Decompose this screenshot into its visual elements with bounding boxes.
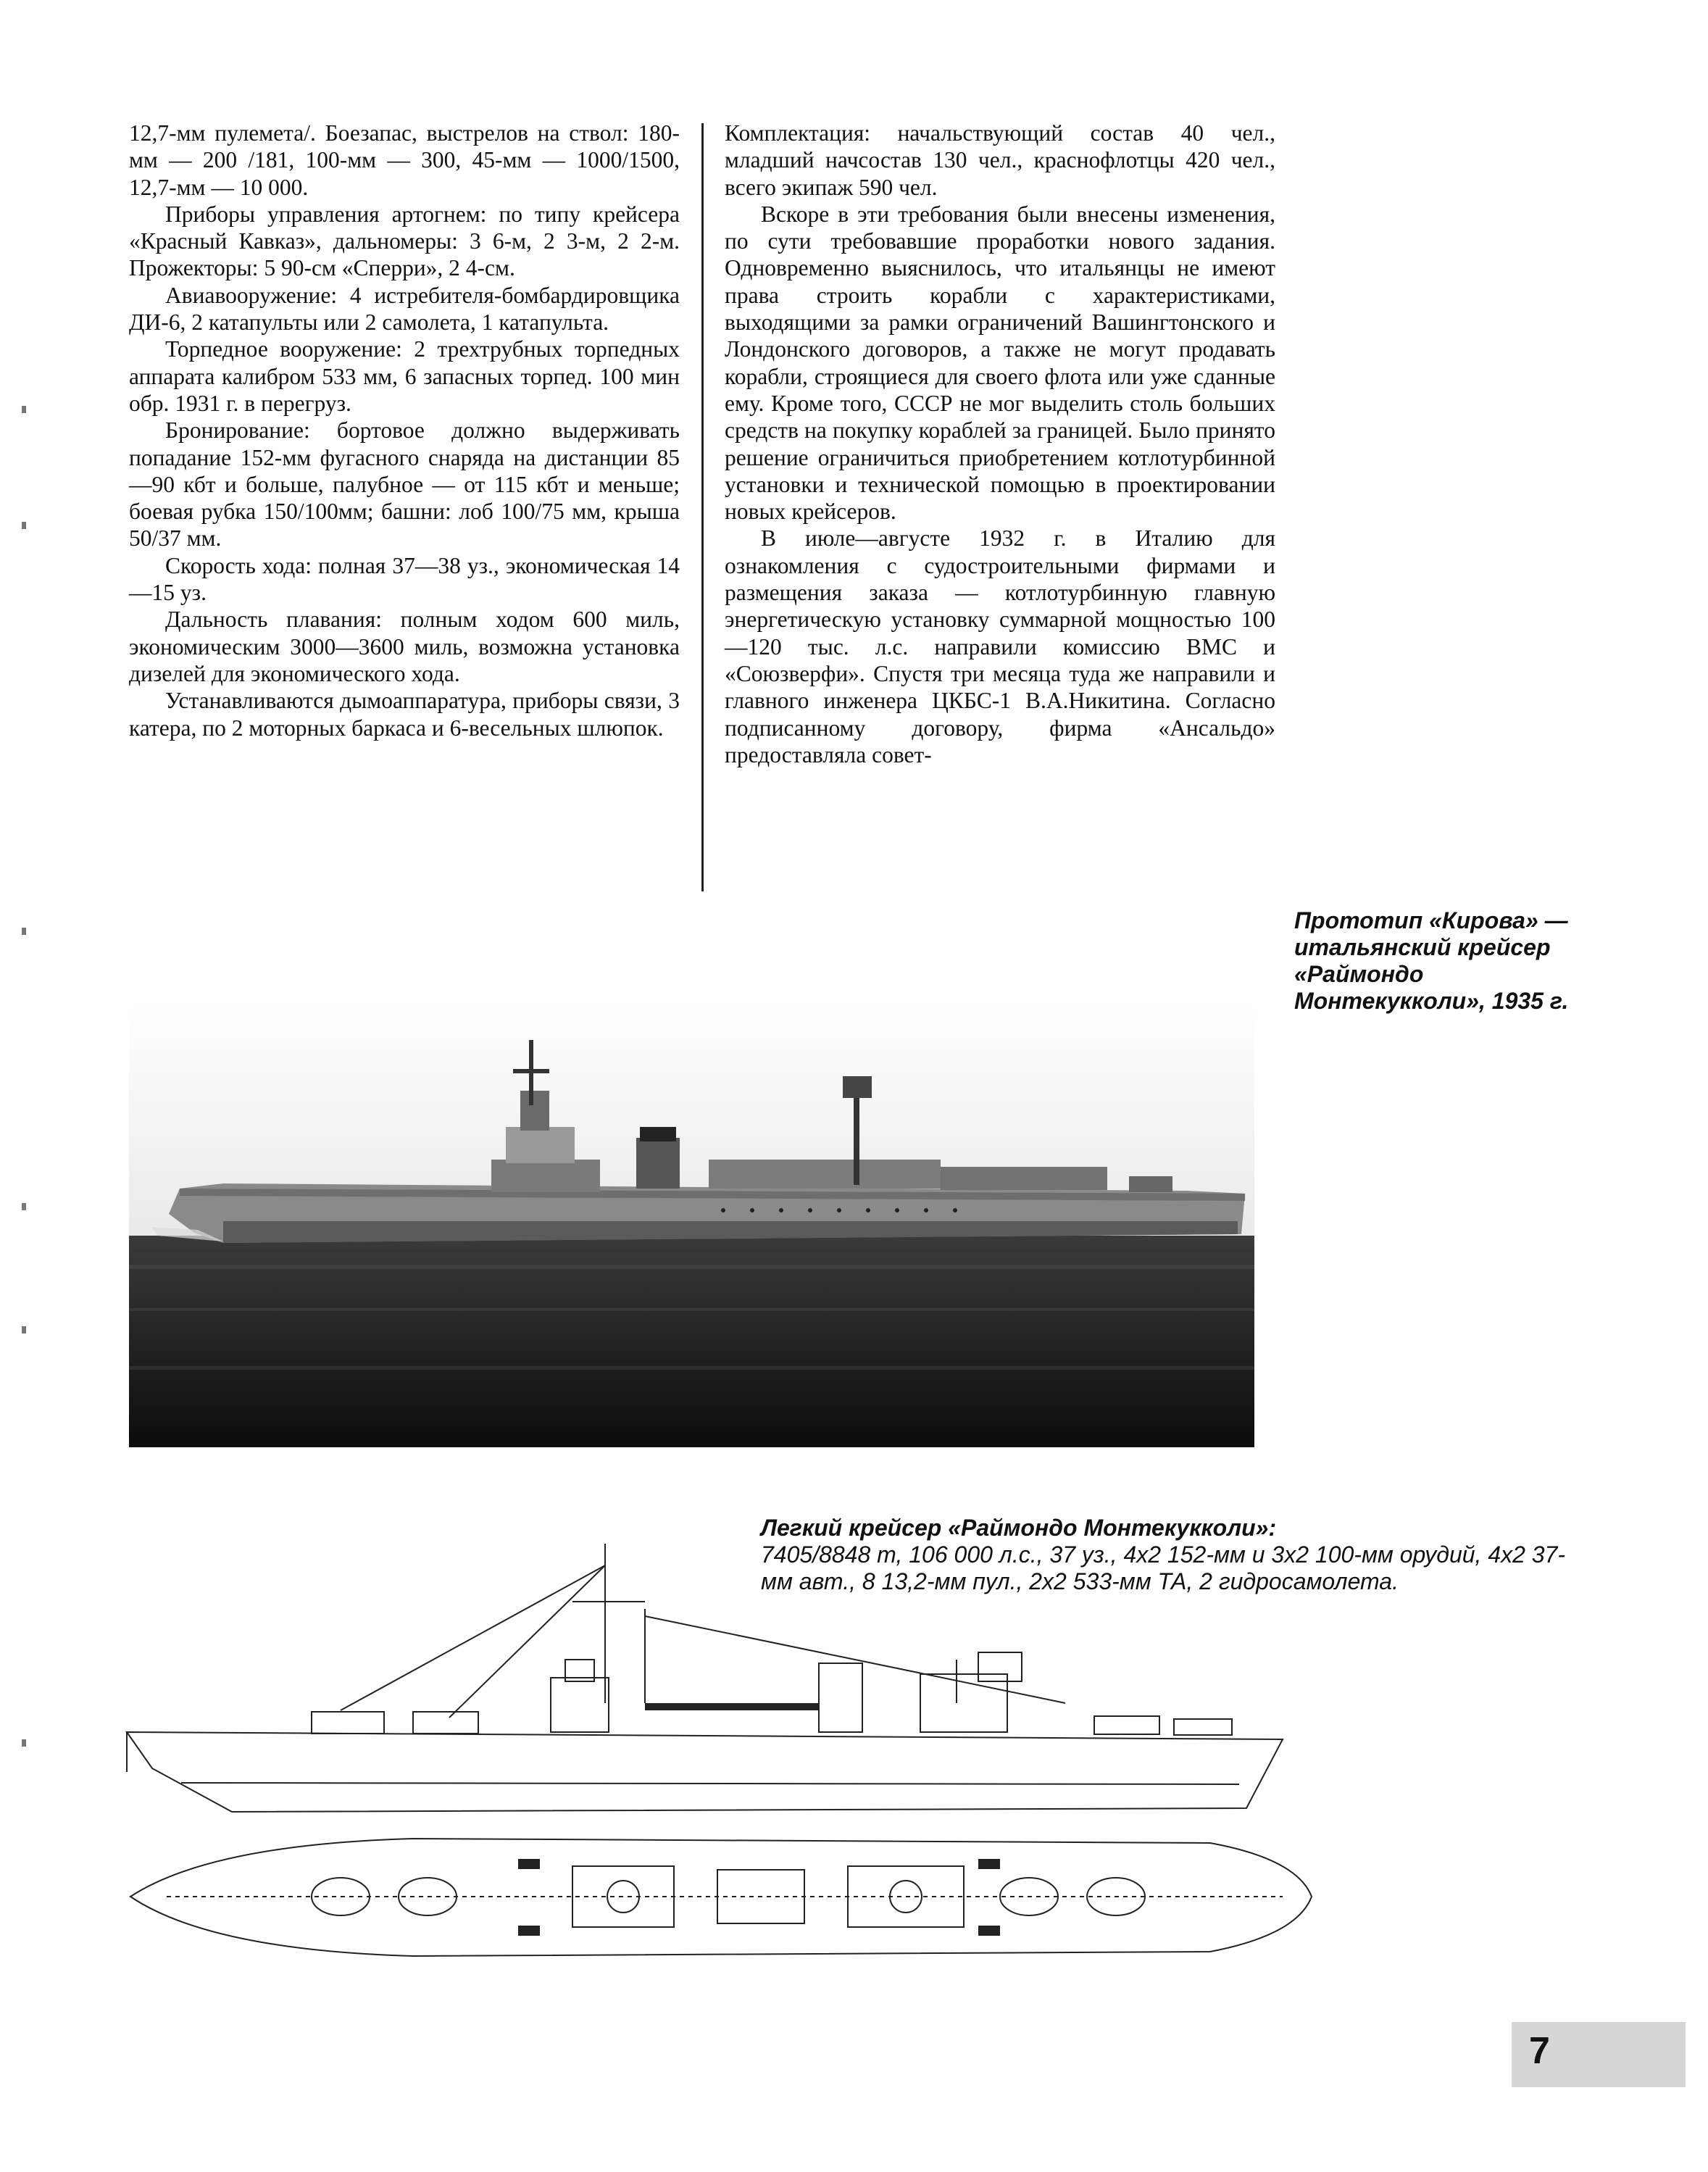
page-number: 7 — [1529, 2030, 1550, 2072]
top-view-drawing — [123, 1830, 1319, 1964]
left-text-column — [129, 120, 680, 741]
column-divider — [701, 123, 704, 891]
photo-caption: Прототип «Кирова» — итальянский крейсер «Раймондо Монтекукколи», 1935 г. — [1294, 907, 1569, 1014]
paragraph: Торпедное вооружение: 2 трехтрубных торпедных аппарата калибром 533 мм, 6 запасных торпед. 100 мин обр. 1931 г. в перегруз. — [129, 336, 680, 416]
paragraph: В июле—августе 1932 г. в Италию для ознакомления с судостроительными фирмами и размещения заказа — котлотурбинную главную энергетическую установку суммарной мощностью 100—120 тыс. л.с. направили комиссию ВМС и «Союзверфи». Спустя три месяца туда же направили и главного инженера ЦКБС-1 В.А.Никитина. Согласно подписанному договору, фирма «Ансальдо» предоставляла совет- — [725, 525, 1275, 767]
paragraph: Дальность плавания: полным ходом 600 миль, экономическим 3000—3600 миль, возможна установка дизелей для экономического хода. — [129, 607, 680, 686]
side-profile-drawing — [123, 1522, 1319, 1826]
margin-mark — [22, 1739, 26, 1747]
paragraph: Комплектация: начальствующий состав 40 чел., младший начсостав 130 чел., краснофлотцы 420 чел., всего экипаж 590 чел. — [725, 120, 1275, 200]
paragraph: Приборы управления артогнем: по типу крейсера «Красный Кавказ», дальномеры: 3 6-м, 2 3-м, 2 2-м. Прожекторы: 5 90-см «Сперри», 2 4-см. — [129, 201, 680, 281]
drawing-caption-title: Легкий крейсер «Раймондо Монтекукколи»: — [761, 1515, 1277, 1541]
paragraph: Устанавливаются дымоаппаратура, приборы связи, 3 катера, по 2 моторных баркаса и 6-весельных шлюпок. — [129, 688, 680, 741]
cruiser-photo — [129, 1004, 1254, 1447]
paragraph: Бронирование: бортовое должно выдерживать попадание 152-мм фугасного снаряда на дистанции 85—90 кбт и больше, палубное — от 115 кбт и меньше; боевая рубка 150/100мм; башни: лоб 100/75 мм, крыша 50/37 мм. — [129, 417, 680, 552]
margin-mark — [22, 1203, 26, 1210]
margin-mark — [22, 1326, 26, 1333]
margin-mark — [22, 928, 26, 935]
right-text-column — [725, 120, 1275, 768]
margin-mark — [22, 406, 26, 413]
paragraph: Вскоре в эти требования были внесены изменения, по сути требовавшие проработки нового задания. Одновременно выяснилось, что итальянцы не имеют права строить корабли с характеристиками, выходящими за рамки ограничений Вашингтонского и Лондонского договоров, а также не могут продавать корабли, строящиеся для своего флота или уже сданные ему. Кроме того, СССР не мог выделить столь больших средств на покупку кораблей за границей. Было принято решение ограничиться приобретением котлотурбинной установки и технической помощью в проектировании новых крейсеров. — [725, 201, 1275, 525]
drawing-caption-specs: 7405/8848 т, 106 000 л.с., 37 уз., 4х2 152-мм и 3х2 100-мм орудий, 4х2 37-мм авт., 8 13,2-мм пул., 2х2 533-мм ТА, 2 гидросамолета. — [761, 1541, 1566, 1594]
paragraph: Авиавооружение: 4 истребителя-бомбардировщика ДИ-6, 2 катапульты или 2 самолета, 1 катапульта. — [129, 282, 680, 336]
margin-mark — [22, 522, 26, 529]
paragraph: Скорость хода: полная 37—38 уз., экономическая 14—15 уз. — [129, 552, 680, 606]
paragraph: 12,7-мм пулемета/. Боезапас, выстрелов на ствол: 180-мм — 200 /181, 100-мм — 300, 45-мм — 1000/1500, 12,7-мм — 10 000. — [129, 120, 680, 200]
